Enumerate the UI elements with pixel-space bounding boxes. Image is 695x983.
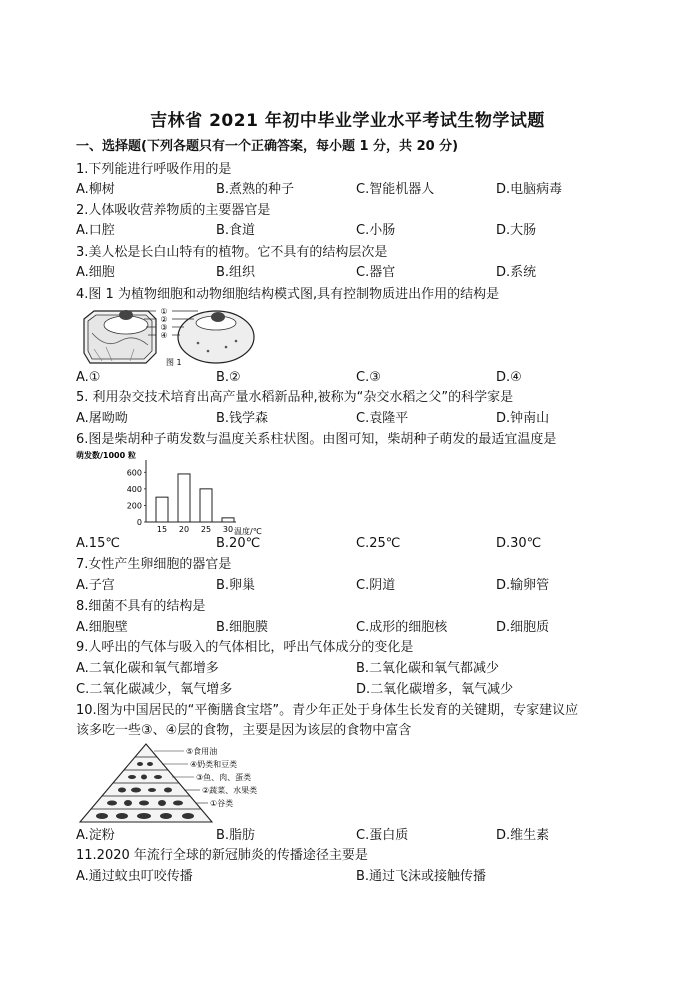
question-5-option-c: C.袁隆平 — [356, 411, 409, 426]
section-heading: 一、选择题(下列各题只有一个正确答案，每小题 1 分，共 20 分) — [76, 139, 459, 154]
question-1-option-a: A.柳树 — [76, 182, 115, 197]
pyramid-layer-5: ⑤食用油 — [186, 747, 218, 756]
question-3-option-a: A.细胞 — [76, 265, 115, 280]
question-1-option-d: D.电脑病毒 — [496, 182, 563, 197]
marker-4: ④ — [160, 331, 168, 340]
chart-y-tick-label: 600 — [126, 468, 142, 478]
question-7-option-b: B.卵巢 — [216, 578, 256, 593]
question-4-stem: 4.图 1 为植物细胞和动物细胞结构模式图,具有控制物质进出作用的结构是 — [76, 287, 500, 302]
question-7-option-c: C.阴道 — [356, 578, 396, 593]
question-10-option-d: D.维生素 — [496, 828, 550, 843]
chart-y-tick-label: 200 — [126, 501, 142, 511]
chart-bar — [156, 497, 168, 522]
question-2-stem: 2.人体吸收营养物质的主要器官是 — [76, 203, 271, 218]
chart-x-tick-label: 30 — [222, 525, 234, 534]
question-9-option-b: B.二氧化碳和氧气都减少 — [356, 661, 500, 676]
question-5-stem: 5. 利用杂交技术培育出高产量水稻新品种,被称为“杂交水稻之父”的科学家是 — [76, 390, 514, 405]
chart-x-tick-label: 25 — [200, 525, 212, 534]
question-4-option-c: C.③ — [356, 370, 381, 385]
question-8-option-a: A.细胞壁 — [76, 620, 128, 635]
marker-2: ② — [160, 315, 168, 324]
chart-y-ticks — [127, 468, 146, 527]
question-2-option-d: D.大肠 — [496, 223, 537, 238]
question-2-option-c: C.小肠 — [356, 223, 396, 238]
cell-structure-figure — [76, 303, 276, 369]
question-11-option-a: A.通过蚊虫叮咬传播 — [76, 869, 193, 884]
figure-caption: 图 1 — [166, 358, 182, 367]
question-3-option-b: B.组织 — [216, 265, 256, 280]
question-5-option-a: A.屠呦呦 — [76, 411, 128, 426]
question-10-stem-continued: 该多吃一些③、④层的食物，主要是因为该层的食物中富含 — [76, 723, 412, 738]
question-9-option-d: D.二氧化碳增多，氧气减少 — [356, 682, 514, 697]
question-2-option-a: A.口腔 — [76, 223, 115, 238]
question-11-stem: 11.2020 年流行全球的新冠肺炎的传播途径主要是 — [76, 848, 368, 863]
question-10-option-b: B.脂肪 — [216, 828, 256, 843]
question-1-option-b: B.煮熟的种子 — [216, 182, 295, 197]
chart-bars — [156, 474, 234, 522]
question-5-option-b: B.钱学森 — [216, 411, 269, 426]
question-8-option-c: C.成形的细胞核 — [356, 620, 448, 635]
question-11-option-b: B.通过飞沫或接触传播 — [356, 869, 487, 884]
question-4-option-d: D.④ — [496, 370, 522, 385]
question-3-option-d: D.系统 — [496, 265, 537, 280]
question-10-option-a: A.淀粉 — [76, 828, 115, 843]
chart-x-tick-label: 15 — [156, 525, 168, 534]
question-1-stem: 1.下列能进行呼吸作用的是 — [76, 162, 232, 177]
question-7-stem: 7.女性产生卵细胞的器官是 — [76, 557, 232, 572]
page-title: 吉林省 2021 年初中毕业学业水平考试生物学试题 — [150, 111, 545, 131]
question-5-option-d: D.钟南山 — [496, 411, 550, 426]
question-6-stem: 6.图是柴胡种子萌发数与温度关系柱状图。由图可知，柴胡种子萌发的最适宜温度是 — [76, 432, 557, 447]
question-8-option-b: B.细胞膜 — [216, 620, 269, 635]
chart-y-tick-label: 400 — [126, 484, 142, 494]
chart-y-tick-label: 0 — [136, 518, 142, 527]
question-4-option-a: A.① — [76, 370, 101, 385]
question-8-option-d: D.细胞质 — [496, 620, 550, 635]
chart-y-label: 萌发数/1000 粒 — [76, 451, 136, 460]
food-pyramid-figure — [76, 742, 296, 826]
question-1-option-c: C.智能机器人 — [356, 182, 435, 197]
germination-bar-chart — [76, 448, 286, 536]
chart-x-label: 温度/℃ — [234, 527, 262, 536]
question-4-option-b: B.② — [216, 370, 241, 385]
pyramid-layer-3: ③鱼、肉、蛋类 — [196, 773, 252, 782]
question-6-option-c: C.25℃ — [356, 536, 401, 551]
marker-3: ③ — [160, 323, 168, 332]
chart-bar — [200, 489, 212, 522]
question-10-option-c: C.蛋白质 — [356, 828, 409, 843]
question-6-option-d: D.30℃ — [496, 536, 542, 551]
question-6-option-a: A.15℃ — [76, 536, 120, 551]
question-2-option-b: B.食道 — [216, 223, 256, 238]
pyramid-layer-1: ①谷类 — [210, 799, 234, 808]
question-7-option-a: A.子宫 — [76, 578, 115, 593]
chart-x-tick-label: 20 — [178, 525, 190, 534]
question-10-stem: 10.图为中国居民的“平衡膳食宝塔”。青少年正处于身体生长发育的关键期，专家建议应 — [76, 703, 579, 718]
pyramid-layer-2: ②蔬菜、水果类 — [202, 786, 258, 795]
question-6-option-b: B.20℃ — [216, 536, 261, 551]
chart-x-ticks — [157, 525, 233, 534]
marker-1: ① — [160, 307, 168, 316]
question-9-stem: 9.人呼出的气体与吸入的气体相比，呼出气体成分的变化是 — [76, 640, 414, 655]
pyramid-layer-4: ④奶类和豆类 — [190, 760, 238, 769]
question-9-option-a: A.二氧化碳和氧气都增多 — [76, 661, 219, 676]
chart-bar — [178, 474, 190, 522]
question-3-stem: 3.美人松是长白山特有的植物。它不具有的结构层次是 — [76, 245, 388, 260]
plant-cell-drawing — [84, 310, 156, 363]
question-7-option-d: D.输卵管 — [496, 578, 550, 593]
chart-bar — [222, 518, 234, 522]
question-9-option-c: C.二氧化碳减少，氧气增多 — [76, 682, 233, 697]
question-8-stem: 8.细菌不具有的结构是 — [76, 599, 206, 614]
question-3-option-c: C.器官 — [356, 265, 396, 280]
